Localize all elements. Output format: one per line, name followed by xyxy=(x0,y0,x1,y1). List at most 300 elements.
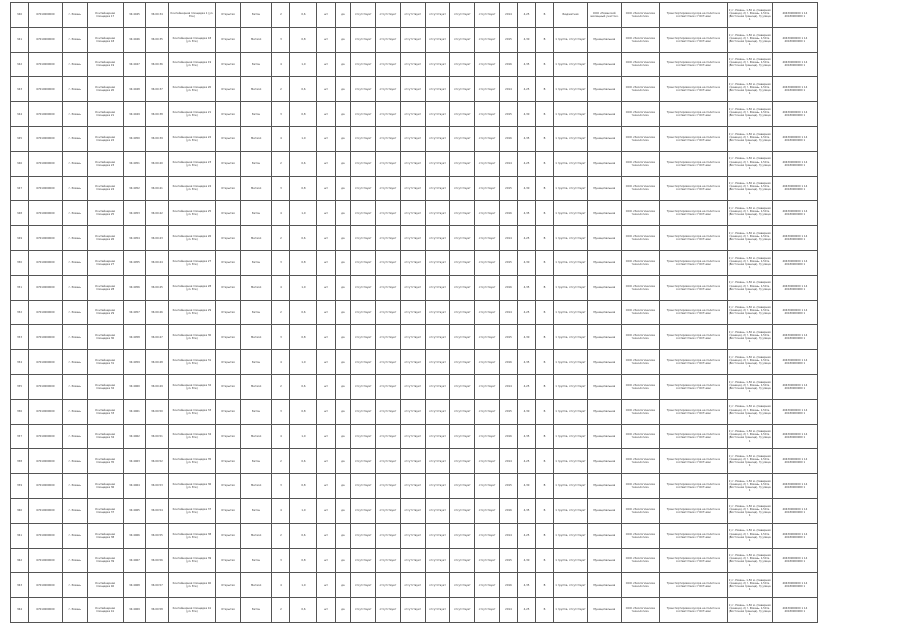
table-cell: Транспортировка мусора на полигон в соответствии с ГОСТ-ами xyxy=(660,474,728,499)
table-cell: 67010000000 xyxy=(29,449,63,474)
table-cell: отсутствует xyxy=(376,226,401,251)
table-cell: отсутствует xyxy=(425,548,450,573)
table-cell: отсутствует xyxy=(400,102,425,127)
table-cell: 2015 xyxy=(499,102,517,127)
table-cell: да xyxy=(335,300,351,325)
table-cell: 40430000000 1 14 40430000000 1 xyxy=(772,573,817,598)
table-row xyxy=(11,300,818,325)
table-cell: 1 группа, отсутствует xyxy=(554,201,588,226)
table-cell: отсутствует xyxy=(400,598,425,623)
table-cell: 3 xyxy=(272,325,290,350)
table-cell: В xyxy=(536,77,554,102)
table-cell: 2016 xyxy=(499,573,517,598)
table-cell: Муниципальная xyxy=(587,399,621,424)
table-cell: ООО «Экологические технологии» xyxy=(621,399,659,424)
table-cell: отсутствует xyxy=(425,424,450,449)
table-cell: отсутствует xyxy=(351,126,376,151)
table-cell: отсутствует xyxy=(400,374,425,399)
table-cell: 362 xyxy=(11,548,29,573)
table-cell: ООО «Экологические технологии» xyxy=(621,300,659,325)
table-cell: 1 группа, отсутствует xyxy=(554,250,588,275)
table-cell: 4,30 xyxy=(518,325,536,350)
table-cell: 1 группа, отсутствует xyxy=(554,523,588,548)
table-cell: 4,25 xyxy=(518,598,536,623)
table-cell: Бетон xyxy=(240,598,272,623)
table-cell: Транспортировка мусора на полигон в соответствии с ГОСТ-ами xyxy=(660,399,728,424)
table-cell: отсутствует xyxy=(450,374,475,399)
table-cell: 36:00:54 xyxy=(146,498,169,523)
table-cell: 67010000000 xyxy=(29,573,63,598)
table-cell: 340 xyxy=(11,3,29,28)
table-cell: шт xyxy=(317,201,335,226)
table-cell: Контейнерная площадка 28 (ул. Есе) xyxy=(168,275,215,300)
table-cell: отсутствует xyxy=(376,126,401,151)
table-cell: 1) г. Рязань, 1,50 м. (Северная граница), 2) г. Рязань, 1,50 м. (Восточная граница), 3) улица 1 xyxy=(727,449,772,474)
table-cell: да xyxy=(335,598,351,623)
table-cell: 67010000000 xyxy=(29,102,63,127)
table-cell: отсутствует xyxy=(425,226,450,251)
table-cell: 1) г. Рязань, 1,50 м. (Северная граница), 2) г. Рязань, 1,50 м. (Восточная граница), 3) улица 1 xyxy=(727,176,772,201)
table-cell: отсутствует xyxy=(351,449,376,474)
table-cell: шт xyxy=(317,176,335,201)
table-cell: 4,30 xyxy=(518,102,536,127)
table-row xyxy=(11,201,818,226)
table-cell: Открытая xyxy=(216,27,241,52)
table-cell: 4,35 xyxy=(518,52,536,77)
table-cell: 1 группа, отсутствует xyxy=(554,126,588,151)
table-cell: 0,8 xyxy=(290,250,317,275)
table-cell: Открытая xyxy=(216,449,241,474)
table-cell: да xyxy=(335,548,351,573)
table-cell: В xyxy=(536,474,554,499)
table-cell: шт xyxy=(317,250,335,275)
table-cell: 352 xyxy=(11,300,29,325)
table-cell: Металл xyxy=(240,126,272,151)
table-cell: Открытая xyxy=(216,250,241,275)
table-cell: Контейнерная площадка 29 xyxy=(87,300,123,325)
table-cell: 67010000000 xyxy=(29,226,63,251)
table-cell: Муниципальная xyxy=(587,226,621,251)
table-cell: отсутствует xyxy=(400,350,425,375)
table-cell: 1 группа, отсутствует xyxy=(554,374,588,399)
table-cell: да xyxy=(335,449,351,474)
table-cell: отсутствует xyxy=(450,548,475,573)
table-cell: 345 xyxy=(11,126,29,151)
table-cell: 1,0 xyxy=(290,498,317,523)
table-cell: отсутствует xyxy=(351,548,376,573)
table-cell: отсутствует xyxy=(376,374,401,399)
table-cell: В xyxy=(536,325,554,350)
table-cell: Металл xyxy=(240,176,272,201)
table-cell: 4 xyxy=(272,424,290,449)
table-cell: шт xyxy=(317,598,335,623)
table-cell: отсутствует xyxy=(351,275,376,300)
table-cell: г. Рязань xyxy=(62,151,87,176)
table-cell: Транспортировка мусора на полигон в соответствии с ГОСТ-ами xyxy=(660,350,728,375)
table-cell: отсутствует xyxy=(425,325,450,350)
table-cell: отсутствует xyxy=(475,523,500,548)
table-cell: отсутствует xyxy=(351,498,376,523)
table-cell: да xyxy=(335,102,351,127)
table-cell: 2 xyxy=(272,226,290,251)
table-cell: 1 группа, отсутствует xyxy=(554,350,588,375)
table-cell: Б xyxy=(536,300,554,325)
table-cell: отсутствует xyxy=(425,474,450,499)
table-cell: да xyxy=(335,52,351,77)
table-cell: 4,25 xyxy=(518,449,536,474)
table-cell: отсутствует xyxy=(400,126,425,151)
table-cell: шт xyxy=(317,523,335,548)
table-cell: г. Рязань xyxy=(62,77,87,102)
table-cell: 2014 xyxy=(499,449,517,474)
table-cell: 4,30 xyxy=(518,27,536,52)
table-cell: Открытая xyxy=(216,399,241,424)
table-cell: В xyxy=(536,275,554,300)
table-cell: 0,8 xyxy=(290,176,317,201)
table-cell: Контейнерная площадка 30 xyxy=(87,325,123,350)
table-cell: отсутствует xyxy=(425,52,450,77)
table-cell: 0,6 xyxy=(290,598,317,623)
table-cell: отсутствует xyxy=(400,300,425,325)
table-cell: 358 xyxy=(11,449,29,474)
table-cell: 2014 xyxy=(499,151,517,176)
table-cell: Транспортировка мусора на полигон в соответствии с ГОСТ-ами xyxy=(660,151,728,176)
table-cell: 4,30 xyxy=(518,474,536,499)
table-cell: 67010000000 xyxy=(29,598,63,623)
table-cell: 2014 xyxy=(499,3,517,28)
table-cell: 0,8 xyxy=(290,399,317,424)
table-cell: Муниципальная xyxy=(587,449,621,474)
table-cell: 40430000000 1 14 40430000000 1 xyxy=(772,449,817,474)
table-cell: 1 группа, отсутствует xyxy=(554,598,588,623)
table-cell: отсутствует xyxy=(475,598,500,623)
table-cell: Бетон xyxy=(240,498,272,523)
table-cell: Контейнерная площадка 30 (ул. Есе) xyxy=(168,325,215,350)
table-cell: Транспортировка мусора на полигон в соответствии с ГОСТ-ами xyxy=(660,300,728,325)
table-cell: отсутствует xyxy=(425,350,450,375)
table-cell: Транспортировка мусора на полигон в соответствии с ГОСТ-ами xyxy=(660,374,728,399)
table-cell: 67010000000 xyxy=(29,77,63,102)
table-cell: отсутствует xyxy=(450,523,475,548)
table-cell: Транспортировка мусора на полигон в соответствии с ГОСТ-ами xyxy=(660,598,728,623)
table-cell: отсутствует xyxy=(425,27,450,52)
table-row xyxy=(11,325,818,350)
table-cell: 67010000000 xyxy=(29,176,63,201)
table-cell: 3 xyxy=(272,250,290,275)
table-cell: 1 группа, отсутствует xyxy=(554,226,588,251)
table-cell: 36:00:52 xyxy=(146,449,169,474)
table-cell: 67010000000 xyxy=(29,399,63,424)
table-cell: отсутствует xyxy=(425,573,450,598)
table-cell: ООО «Экологические технологии» xyxy=(621,52,659,77)
table-cell: ООО «Экологические технологии» xyxy=(621,374,659,399)
table-cell: 0,8 xyxy=(290,325,317,350)
table-cell: шт xyxy=(317,52,335,77)
table-cell: да xyxy=(335,523,351,548)
table-cell: Транспортировка мусора на полигон в соответствии с ГОСТ-ами xyxy=(660,449,728,474)
table-cell: 2014 xyxy=(499,77,517,102)
table-cell: 3 xyxy=(272,176,290,201)
table-cell: 0,8 xyxy=(290,474,317,499)
table-cell: 34:4045 xyxy=(123,3,146,28)
table-cell: отсутствует xyxy=(475,151,500,176)
table-cell: Контейнерная площадка 38 (ул. Есе) xyxy=(168,523,215,548)
table-cell: Муниципальная xyxy=(587,126,621,151)
table-cell: Бетон xyxy=(240,201,272,226)
table-cell: 355 xyxy=(11,374,29,399)
table-cell: Транспортировка мусора на полигон в соответствии с ГОСТ-ами xyxy=(660,548,728,573)
table-cell: Муниципальная xyxy=(587,350,621,375)
table-cell: Открытая xyxy=(216,126,241,151)
table-cell: шт xyxy=(317,548,335,573)
table-cell: 343 xyxy=(11,77,29,102)
table-cell: Б xyxy=(536,350,554,375)
table-cell: 40430000000 1 14 40430000000 1 xyxy=(772,325,817,350)
table-cell: Транспортировка мусора на полигон в соответствии с ГОСТ-ами xyxy=(660,325,728,350)
table-cell: Б xyxy=(536,52,554,77)
table-cell: 34:4059 xyxy=(123,350,146,375)
table-cell: Б xyxy=(536,201,554,226)
table-cell: 36:00:49 xyxy=(146,374,169,399)
table-cell: 2015 xyxy=(499,27,517,52)
table-cell: Контейнерная площадка 23 (ул. Есе) xyxy=(168,151,215,176)
table-cell: отсутствует xyxy=(376,474,401,499)
table-cell: 0,6 xyxy=(290,523,317,548)
table-cell: отсутствует xyxy=(376,523,401,548)
table-cell: 1 группа, отсутствует xyxy=(554,176,588,201)
table-cell: 67010000000 xyxy=(29,498,63,523)
table-row xyxy=(11,250,818,275)
table-cell: 4,35 xyxy=(518,126,536,151)
table-cell: ООО «Экологические технологии» xyxy=(621,201,659,226)
table-cell: 1) г. Рязань, 1,50 м. (Северная граница), 2) г. Рязань, 1,50 м. (Восточная граница), 3) улица 1 xyxy=(727,3,772,28)
table-cell: отсутствует xyxy=(376,27,401,52)
table-cell: шт xyxy=(317,350,335,375)
table-cell: ООО «Экологические технологии» xyxy=(621,226,659,251)
table-row xyxy=(11,598,818,623)
table-cell: отсутствует xyxy=(450,350,475,375)
table-row xyxy=(11,27,818,52)
table-cell: 349 xyxy=(11,226,29,251)
table-cell: отсутствует xyxy=(425,176,450,201)
table-cell: отсутствует xyxy=(475,449,500,474)
table-cell: Контейнерная площадка 27 xyxy=(87,250,123,275)
table-cell: отсутствует xyxy=(450,449,475,474)
table-cell: г. Рязань xyxy=(62,399,87,424)
table-cell: 4,30 xyxy=(518,176,536,201)
table-cell: 342 xyxy=(11,52,29,77)
table-cell: Муниципальная xyxy=(587,598,621,623)
table-cell: 34:4064 xyxy=(123,474,146,499)
table-cell: 2015 xyxy=(499,325,517,350)
table-cell: 1,0 xyxy=(290,52,317,77)
table-cell: отсутствует xyxy=(351,176,376,201)
table-cell: 34:4046 xyxy=(123,27,146,52)
table-cell: отсутствует xyxy=(425,151,450,176)
table-cell: 40430000000 1 14 40430000000 1 xyxy=(772,300,817,325)
table-cell: Контейнерная площадка 31 xyxy=(87,350,123,375)
table-cell: 67010000000 xyxy=(29,126,63,151)
table-cell: отсутствует xyxy=(450,424,475,449)
table-cell: 4,30 xyxy=(518,250,536,275)
table-cell: отсутствует xyxy=(351,77,376,102)
table-cell: 34:4060 xyxy=(123,374,146,399)
table-cell: Металл xyxy=(240,275,272,300)
table-cell: ООО «Экологические технологии» xyxy=(621,325,659,350)
table-row xyxy=(11,176,818,201)
table-cell: шт xyxy=(317,325,335,350)
table-row xyxy=(11,498,818,523)
table-cell: 1) г. Рязань, 1,50 м. (Северная граница), 2) г. Рязань, 1,50 м. (Восточная граница), 3) улица 1 xyxy=(727,102,772,127)
table-cell: Открытая xyxy=(216,424,241,449)
table-cell: шт xyxy=(317,77,335,102)
table-cell: да xyxy=(335,424,351,449)
table-cell: 40430000000 1 14 40430000000 1 xyxy=(772,498,817,523)
table-cell: отсутствует xyxy=(400,573,425,598)
table-cell: отсутствует xyxy=(351,350,376,375)
table-cell: отсутствует xyxy=(400,498,425,523)
table-cell: отсутствует xyxy=(425,498,450,523)
table-cell: 40430000000 1 14 40430000000 1 xyxy=(772,126,817,151)
table-cell: 4,30 xyxy=(518,548,536,573)
table-cell: шт xyxy=(317,474,335,499)
table-cell: отсутствует xyxy=(475,3,500,28)
table-cell: 0,6 xyxy=(290,77,317,102)
table-cell: Контейнерная площадка 39 (ул. Есе) xyxy=(168,548,215,573)
table-cell: 1) г. Рязань, 1,50 м. (Северная граница), 2) г. Рязань, 1,50 м. (Восточная граница), 3) улица 1 xyxy=(727,201,772,226)
table-row xyxy=(11,126,818,151)
table-cell: Контейнерная площадка 22 xyxy=(87,126,123,151)
table-cell: отсутствует xyxy=(376,300,401,325)
table-cell: отсутствует xyxy=(475,52,500,77)
table-cell: 2015 xyxy=(499,176,517,201)
table-cell: 4,25 xyxy=(518,77,536,102)
table-cell: отсутствует xyxy=(351,424,376,449)
table-cell: г. Рязань xyxy=(62,374,87,399)
table-cell: 1) г. Рязань, 1,50 м. (Северная граница), 2) г. Рязань, 1,50 м. (Восточная граница), 3) улица 1 xyxy=(727,151,772,176)
table-cell: отсутствует xyxy=(351,300,376,325)
table-cell: Открытая xyxy=(216,474,241,499)
table-cell: 36:00:45 xyxy=(146,275,169,300)
table-cell: Бюджетная xyxy=(554,3,588,28)
table-cell: В xyxy=(536,176,554,201)
table-cell: Муниципальная xyxy=(587,77,621,102)
table-cell: 40430000000 1 14 40430000000 1 xyxy=(772,374,817,399)
table-cell: 40430000000 1 14 40430000000 1 xyxy=(772,176,817,201)
table-cell: отсутствует xyxy=(351,52,376,77)
table-cell: Контейнерная площадка 22 (ул. Есе) xyxy=(168,126,215,151)
table-cell: 346 xyxy=(11,151,29,176)
table-cell: 4,35 xyxy=(518,498,536,523)
table-cell: 34:4061 xyxy=(123,399,146,424)
table-cell: Б xyxy=(536,151,554,176)
table-cell: отсутствует xyxy=(376,399,401,424)
table-cell: г. Рязань xyxy=(62,226,87,251)
table-cell: 67010000000 xyxy=(29,424,63,449)
table-cell: 36:00:50 xyxy=(146,399,169,424)
table-cell: 0,8 xyxy=(290,27,317,52)
table-cell: 36:00:43 xyxy=(146,226,169,251)
table-cell: Контейнерная площадка 32 (ул. Есе) xyxy=(168,374,215,399)
table-cell: шт xyxy=(317,275,335,300)
table-cell: 36:00:51 xyxy=(146,424,169,449)
table-cell: отсутствует xyxy=(475,325,500,350)
table-cell: 2 xyxy=(272,151,290,176)
table-cell: Муниципальная xyxy=(587,275,621,300)
table-cell: да xyxy=(335,275,351,300)
table-cell: Открытая xyxy=(216,3,241,28)
table-cell: Бетон xyxy=(240,3,272,28)
table-cell: В xyxy=(536,126,554,151)
table-cell: ООО «Экологические технологии» xyxy=(621,77,659,102)
table-cell: Контейнерная площадка 26 (ул. Есе) xyxy=(168,226,215,251)
table-cell: 40430000000 1 14 40430000000 1 xyxy=(772,350,817,375)
table-row xyxy=(11,350,818,375)
table-cell: Открытая xyxy=(216,201,241,226)
table-row xyxy=(11,102,818,127)
table-cell: Бетон xyxy=(240,102,272,127)
table-cell: отсутствует xyxy=(450,275,475,300)
table-cell: 359 xyxy=(11,474,29,499)
table-cell: Бетон xyxy=(240,548,272,573)
table-row xyxy=(11,424,818,449)
table-row xyxy=(11,523,818,548)
table-cell: Контейнерная площадка 25 xyxy=(87,201,123,226)
table-cell: да xyxy=(335,3,351,28)
table-cell: шт xyxy=(317,102,335,127)
table-cell: 344 xyxy=(11,102,29,127)
table-cell: ООО «Экологические технологии» xyxy=(621,598,659,623)
table-cell: 2016 xyxy=(499,350,517,375)
table-cell: да xyxy=(335,151,351,176)
table-cell: г. Рязань xyxy=(62,474,87,499)
table-cell: 4 xyxy=(272,573,290,598)
table-cell: отсутствует xyxy=(400,548,425,573)
table-cell: Муниципальная xyxy=(587,102,621,127)
table-cell: 0,6 xyxy=(290,3,317,28)
table-cell: 1 группа, отсутствует xyxy=(554,77,588,102)
table-cell: Металл xyxy=(240,474,272,499)
table-cell: Муниципальная xyxy=(587,573,621,598)
table-cell: Бетон xyxy=(240,250,272,275)
table-cell: отсутствует xyxy=(450,151,475,176)
table-cell: Контейнерная площадка 1 (ул. Есе) xyxy=(168,3,215,28)
table-cell: Контейнерная площадка 29 (ул. Есе) xyxy=(168,300,215,325)
table-cell: отсутствует xyxy=(475,548,500,573)
table-cell: Бетон xyxy=(240,399,272,424)
table-cell: 2016 xyxy=(499,275,517,300)
table-cell: отсутствует xyxy=(351,474,376,499)
table-cell: отсутствует xyxy=(450,300,475,325)
table-cell: 40430000000 1 14 40430000000 1 xyxy=(772,52,817,77)
table-cell: Контейнерная площадка 37 (ул. Есе) xyxy=(168,498,215,523)
table-cell: Б xyxy=(536,449,554,474)
table-cell: Транспортировка мусора на полигон в соответствии с ГОСТ-ами xyxy=(660,102,728,127)
table-cell: Контейнерная площадка 19 xyxy=(87,52,123,77)
table-cell: 1 группа, отсутствует xyxy=(554,424,588,449)
table-cell: 67010000000 xyxy=(29,275,63,300)
table-cell: Контейнерная площадка 35 (ул. Есе) xyxy=(168,449,215,474)
table-cell: 3 xyxy=(272,474,290,499)
table-cell: Контейнерная площадка 17 xyxy=(87,3,123,28)
table-cell: отсутствует xyxy=(450,3,475,28)
table-cell: отсутствует xyxy=(450,325,475,350)
table-cell: отсутствует xyxy=(425,77,450,102)
table-cell: 36:00:58 xyxy=(146,598,169,623)
table-cell: 1 группа, отсутствует xyxy=(554,300,588,325)
table-cell: Б xyxy=(536,399,554,424)
table-row xyxy=(11,151,818,176)
